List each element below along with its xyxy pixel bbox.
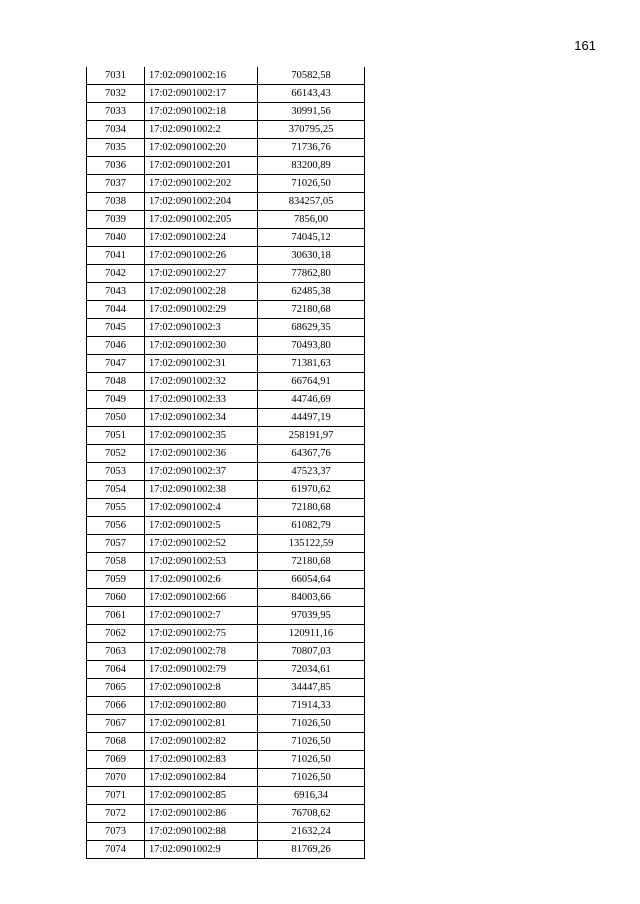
- cadastral-number-cell: 17:02:0901002:32: [145, 373, 258, 391]
- cadastral-number-cell: 17:02:0901002:201: [145, 157, 258, 175]
- cadastral-number-cell: 17:02:0901002:37: [145, 463, 258, 481]
- cadastral-number-cell: 17:02:0901002:52: [145, 535, 258, 553]
- value-cell: 84003,66: [258, 589, 365, 607]
- value-cell: 72180,68: [258, 301, 365, 319]
- cadastral-number-cell: 17:02:0901002:85: [145, 787, 258, 805]
- row-number-cell: 7047: [87, 355, 145, 373]
- row-number-cell: 7035: [87, 139, 145, 157]
- table-row: [87, 427, 365, 445]
- row-number-cell: 7066: [87, 697, 145, 715]
- cadastral-number-cell: 17:02:0901002:2: [145, 121, 258, 139]
- cadastral-number-cell: 17:02:0901002:30: [145, 337, 258, 355]
- value-cell: 71026,50: [258, 733, 365, 751]
- table-row: [87, 175, 365, 193]
- cadastral-number-cell: 17:02:0901002:81: [145, 715, 258, 733]
- cadastral-number-cell: 17:02:0901002:79: [145, 661, 258, 679]
- value-cell: 66143,43: [258, 85, 365, 103]
- value-cell: 71026,50: [258, 751, 365, 769]
- row-number-cell: 7040: [87, 229, 145, 247]
- table-row: [87, 571, 365, 589]
- row-number-cell: 7052: [87, 445, 145, 463]
- cadastral-number-cell: 17:02:0901002:20: [145, 139, 258, 157]
- row-number-cell: 7043: [87, 283, 145, 301]
- value-cell: 30630,18: [258, 247, 365, 265]
- value-cell: 70807,03: [258, 643, 365, 661]
- value-cell: 70493,80: [258, 337, 365, 355]
- row-number-cell: 7044: [87, 301, 145, 319]
- cadastral-number-cell: 17:02:0901002:9: [145, 841, 258, 859]
- table-row: [87, 103, 365, 121]
- cadastral-number-cell: 17:02:0901002:204: [145, 193, 258, 211]
- value-cell: 71914,33: [258, 697, 365, 715]
- cadastral-number-cell: 17:02:0901002:31: [145, 355, 258, 373]
- value-cell: 71026,50: [258, 769, 365, 787]
- cadastral-number-cell: 17:02:0901002:33: [145, 391, 258, 409]
- row-number-cell: 7071: [87, 787, 145, 805]
- value-cell: 258191,97: [258, 427, 365, 445]
- row-number-cell: 7049: [87, 391, 145, 409]
- table-row: [87, 769, 365, 787]
- row-number-cell: 7060: [87, 589, 145, 607]
- table-row: [87, 193, 365, 211]
- row-number-cell: 7062: [87, 625, 145, 643]
- table-row: [87, 409, 365, 427]
- table-row: [87, 319, 365, 337]
- table-row: [87, 391, 365, 409]
- table-row: [87, 265, 365, 283]
- table-row: [87, 463, 365, 481]
- table-body: [87, 67, 365, 859]
- table-row: [87, 643, 365, 661]
- cadastral-number-cell: 17:02:0901002:6: [145, 571, 258, 589]
- table-row: [87, 121, 365, 139]
- value-cell: 72034,61: [258, 661, 365, 679]
- row-number-cell: 7045: [87, 319, 145, 337]
- table-row: [87, 229, 365, 247]
- row-number-cell: 7064: [87, 661, 145, 679]
- row-number-cell: 7039: [87, 211, 145, 229]
- cadastral-number-cell: 17:02:0901002:84: [145, 769, 258, 787]
- row-number-cell: 7059: [87, 571, 145, 589]
- cadastral-number-cell: 17:02:0901002:7: [145, 607, 258, 625]
- row-number-cell: 7033: [87, 103, 145, 121]
- value-cell: 834257,05: [258, 193, 365, 211]
- cadastral-number-cell: 17:02:0901002:83: [145, 751, 258, 769]
- row-number-cell: 7037: [87, 175, 145, 193]
- row-number-cell: 7046: [87, 337, 145, 355]
- cadastral-number-cell: 17:02:0901002:28: [145, 283, 258, 301]
- table-row: [87, 301, 365, 319]
- cadastral-number-cell: 17:02:0901002:35: [145, 427, 258, 445]
- cadastral-number-cell: 17:02:0901002:27: [145, 265, 258, 283]
- row-number-cell: 7036: [87, 157, 145, 175]
- cadastral-number-cell: 17:02:0901002:5: [145, 517, 258, 535]
- cadastral-number-cell: 17:02:0901002:3: [145, 319, 258, 337]
- value-cell: 66054,64: [258, 571, 365, 589]
- table-row: [87, 283, 365, 301]
- value-cell: 34447,85: [258, 679, 365, 697]
- table-row: [87, 733, 365, 751]
- table-row: [87, 589, 365, 607]
- cadastral-number-cell: 17:02:0901002:4: [145, 499, 258, 517]
- row-number-cell: 7074: [87, 841, 145, 859]
- cadastral-number-cell: 17:02:0901002:24: [145, 229, 258, 247]
- cadastral-number-cell: 17:02:0901002:34: [145, 409, 258, 427]
- row-number-cell: 7057: [87, 535, 145, 553]
- table-row: [87, 85, 365, 103]
- table-row: [87, 715, 365, 733]
- value-cell: 71736,76: [258, 139, 365, 157]
- row-number-cell: 7038: [87, 193, 145, 211]
- table-row: [87, 211, 365, 229]
- table-row: [87, 535, 365, 553]
- page-number: 161: [574, 38, 596, 53]
- table-row: [87, 823, 365, 841]
- value-cell: 62485,38: [258, 283, 365, 301]
- row-number-cell: 7051: [87, 427, 145, 445]
- cadastral-number-cell: 17:02:0901002:205: [145, 211, 258, 229]
- value-cell: 120911,16: [258, 625, 365, 643]
- cadastral-number-cell: 17:02:0901002:80: [145, 697, 258, 715]
- value-cell: 70582,58: [258, 67, 365, 85]
- value-cell: 7856,00: [258, 211, 365, 229]
- table-row: [87, 517, 365, 535]
- cadastral-number-cell: 17:02:0901002:29: [145, 301, 258, 319]
- table-row: [87, 553, 365, 571]
- table-row: [87, 751, 365, 769]
- value-cell: 135122,59: [258, 535, 365, 553]
- row-number-cell: 7073: [87, 823, 145, 841]
- value-cell: 77862,80: [258, 265, 365, 283]
- row-number-cell: 7063: [87, 643, 145, 661]
- table-row: [87, 139, 365, 157]
- value-cell: 370795,25: [258, 121, 365, 139]
- cadastral-number-cell: 17:02:0901002:18: [145, 103, 258, 121]
- table-row: [87, 625, 365, 643]
- value-cell: 44746,69: [258, 391, 365, 409]
- value-cell: 61970,62: [258, 481, 365, 499]
- row-number-cell: 7048: [87, 373, 145, 391]
- table-row: [87, 697, 365, 715]
- cadastral-number-cell: 17:02:0901002:78: [145, 643, 258, 661]
- table-row: [87, 247, 365, 265]
- cadastral-number-cell: 17:02:0901002:26: [145, 247, 258, 265]
- row-number-cell: 7067: [87, 715, 145, 733]
- value-cell: 71026,50: [258, 175, 365, 193]
- value-cell: 21632,24: [258, 823, 365, 841]
- value-cell: 72180,68: [258, 499, 365, 517]
- cadastral-number-cell: 17:02:0901002:86: [145, 805, 258, 823]
- value-cell: 76708,62: [258, 805, 365, 823]
- table-row: [87, 679, 365, 697]
- value-cell: 81769,26: [258, 841, 365, 859]
- row-number-cell: 7041: [87, 247, 145, 265]
- cadastral-number-cell: 17:02:0901002:16: [145, 67, 258, 85]
- table-row: [87, 337, 365, 355]
- cadastral-value-table: [86, 67, 365, 859]
- row-number-cell: 7042: [87, 265, 145, 283]
- table-row: [87, 607, 365, 625]
- table-row: [87, 373, 365, 391]
- row-number-cell: 7069: [87, 751, 145, 769]
- cadastral-number-cell: 17:02:0901002:36: [145, 445, 258, 463]
- value-cell: 71381,63: [258, 355, 365, 373]
- value-cell: 71026,50: [258, 715, 365, 733]
- row-number-cell: 7034: [87, 121, 145, 139]
- row-number-cell: 7070: [87, 769, 145, 787]
- table-row: [87, 67, 365, 85]
- cadastral-number-cell: 17:02:0901002:66: [145, 589, 258, 607]
- value-cell: 72180,68: [258, 553, 365, 571]
- table-row: [87, 661, 365, 679]
- row-number-cell: 7032: [87, 85, 145, 103]
- row-number-cell: 7055: [87, 499, 145, 517]
- table-row: [87, 841, 365, 859]
- row-number-cell: 7031: [87, 67, 145, 85]
- table-row: [87, 805, 365, 823]
- value-cell: 97039,95: [258, 607, 365, 625]
- value-cell: 66764,91: [258, 373, 365, 391]
- cadastral-number-cell: 17:02:0901002:17: [145, 85, 258, 103]
- cadastral-number-cell: 17:02:0901002:202: [145, 175, 258, 193]
- table-row: [87, 157, 365, 175]
- cadastral-number-cell: 17:02:0901002:53: [145, 553, 258, 571]
- value-cell: 44497,19: [258, 409, 365, 427]
- value-cell: 6916,34: [258, 787, 365, 805]
- cadastral-number-cell: 17:02:0901002:82: [145, 733, 258, 751]
- row-number-cell: 7061: [87, 607, 145, 625]
- row-number-cell: 7050: [87, 409, 145, 427]
- row-number-cell: 7068: [87, 733, 145, 751]
- cadastral-number-cell: 17:02:0901002:38: [145, 481, 258, 499]
- value-cell: 47523,37: [258, 463, 365, 481]
- row-number-cell: 7056: [87, 517, 145, 535]
- value-cell: 74045,12: [258, 229, 365, 247]
- value-cell: 30991,56: [258, 103, 365, 121]
- value-cell: 83200,89: [258, 157, 365, 175]
- table-row: [87, 481, 365, 499]
- table-row: [87, 499, 365, 517]
- row-number-cell: 7058: [87, 553, 145, 571]
- table-row: [87, 787, 365, 805]
- cadastral-number-cell: 17:02:0901002:75: [145, 625, 258, 643]
- row-number-cell: 7072: [87, 805, 145, 823]
- value-cell: 61082,79: [258, 517, 365, 535]
- value-cell: 68629,35: [258, 319, 365, 337]
- table-row: [87, 355, 365, 373]
- cadastral-number-cell: 17:02:0901002:88: [145, 823, 258, 841]
- row-number-cell: 7053: [87, 463, 145, 481]
- row-number-cell: 7065: [87, 679, 145, 697]
- cadastral-number-cell: 17:02:0901002:8: [145, 679, 258, 697]
- row-number-cell: 7054: [87, 481, 145, 499]
- value-cell: 64367,76: [258, 445, 365, 463]
- table-row: [87, 445, 365, 463]
